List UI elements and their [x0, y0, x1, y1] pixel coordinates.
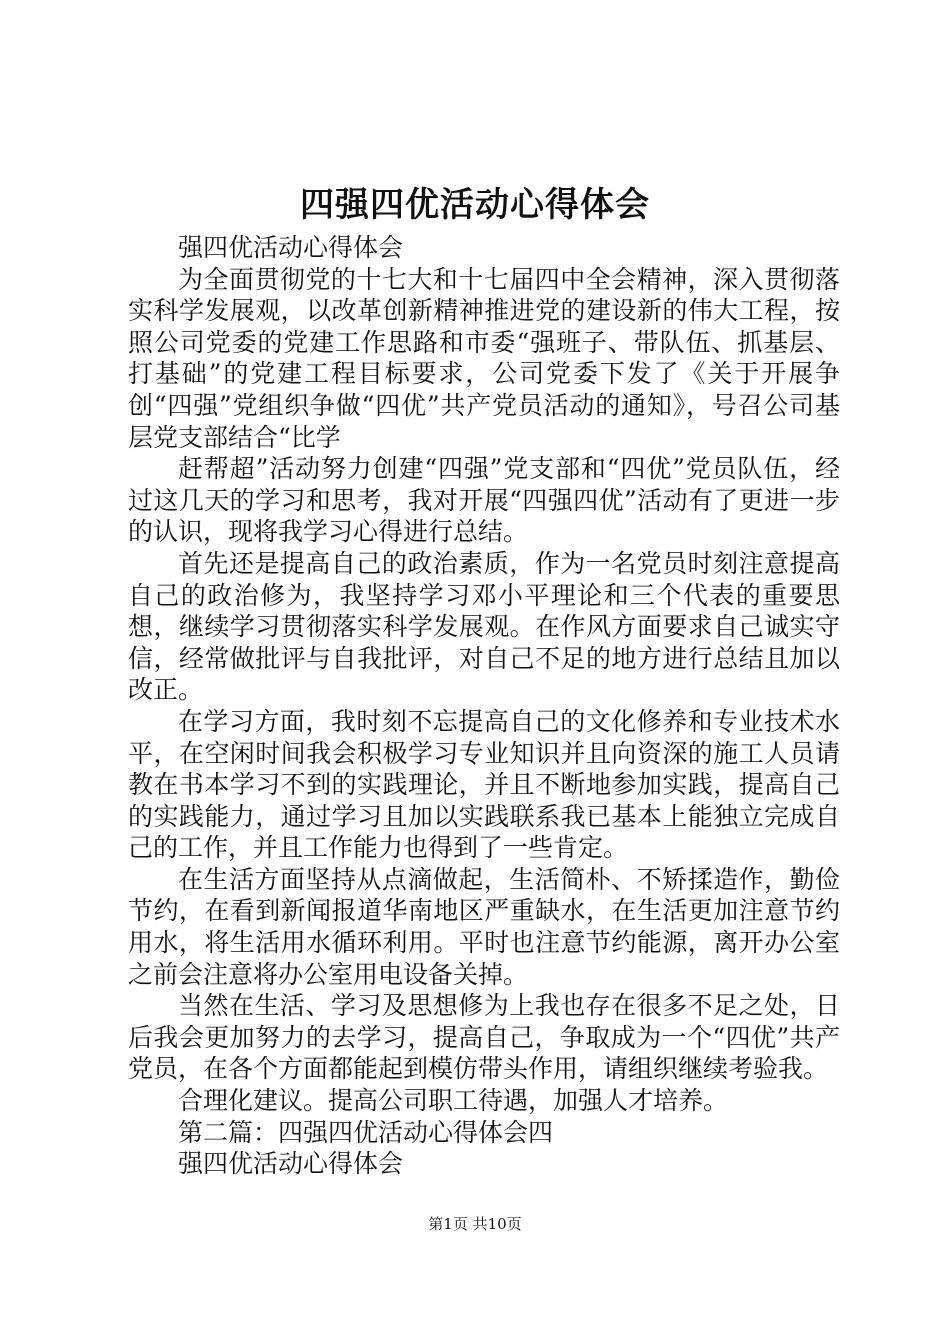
- paragraph: 强四优活动心得体会: [178, 233, 404, 262]
- paragraph: 在学习方面，我时刻不忘提高自己的文化修养和专业技术水平，在空闲时间我会积极学习专业知识并且向资深的施工人员请教在书本学习不到的实践理论，并且不断地参加实践，提高自己的实践能力，通过学习且加以实践联系我已基本上能独立完成自己的工作，并且工作能力也得到了一些肯定。: [128, 706, 840, 863]
- paragraph: 为全面贯彻党的十七大和十七届四中全会精神，深入贯彻落实科学发展观，以改革创新精神推进党的建设新的伟大工程，按照公司党委的党建工作思路和市委“强班子、带队伍、抓基层、打基础”的党建工程目标要求，公司党委下发了《关于开展争创“四强”党组织争做“四优”共产党员活动的通知》，号召公司基层党支部结合“比学: [128, 264, 840, 452]
- document-body: [128, 232, 840, 1180]
- paragraph: 第二篇：四强四优活动心得体会四: [178, 1117, 554, 1147]
- paragraph: 首先还是提高自己的政治素质，作为一名党员时刻注意提高自己的政治修为，我坚持学习邓小平理论和三个代表的重要思想，继续学习贯彻落实科学发展观。在作风方面要求自己诚实守信，经常做批评与自我批评，对自己不足的地方进行总结且加以改正。: [128, 548, 840, 705]
- document-title: 四强四优活动心得体会: [300, 185, 650, 225]
- paragraph: 在生活方面坚持从点滴做起，生活简朴、不矫揉造作，勤俭节约，在看到新闻报道华南地区严重缺水，在生活更加注意节约用水，将生活用水循环利用。平时也注意节约能源，离开办公室之前会注意将办公室用电设备关掉。: [128, 864, 840, 989]
- paragraph: 当然在生活、学习及思想修为上我也存在很多不足之处，日后我会更加努力的去学习，提高自己，争取成为一个“四优”共产党员，在各个方面都能起到模仿带头作用，请组织继续考验我。: [128, 991, 840, 1084]
- paragraph: 强四优活动心得体会: [178, 1149, 404, 1179]
- page-number-footer: 第1页 共10页: [428, 1215, 522, 1233]
- paragraph: 合理化建议。提高公司职工待遇，加强人才培养。: [178, 1086, 729, 1116]
- paragraph: 赶帮超”活动努力创建“四强”党支部和“四优”党员队伍，经过这几天的学习和思考，我对开展“四强四优”活动有了更进一步的认识，现将我学习心得进行总结。: [128, 454, 840, 547]
